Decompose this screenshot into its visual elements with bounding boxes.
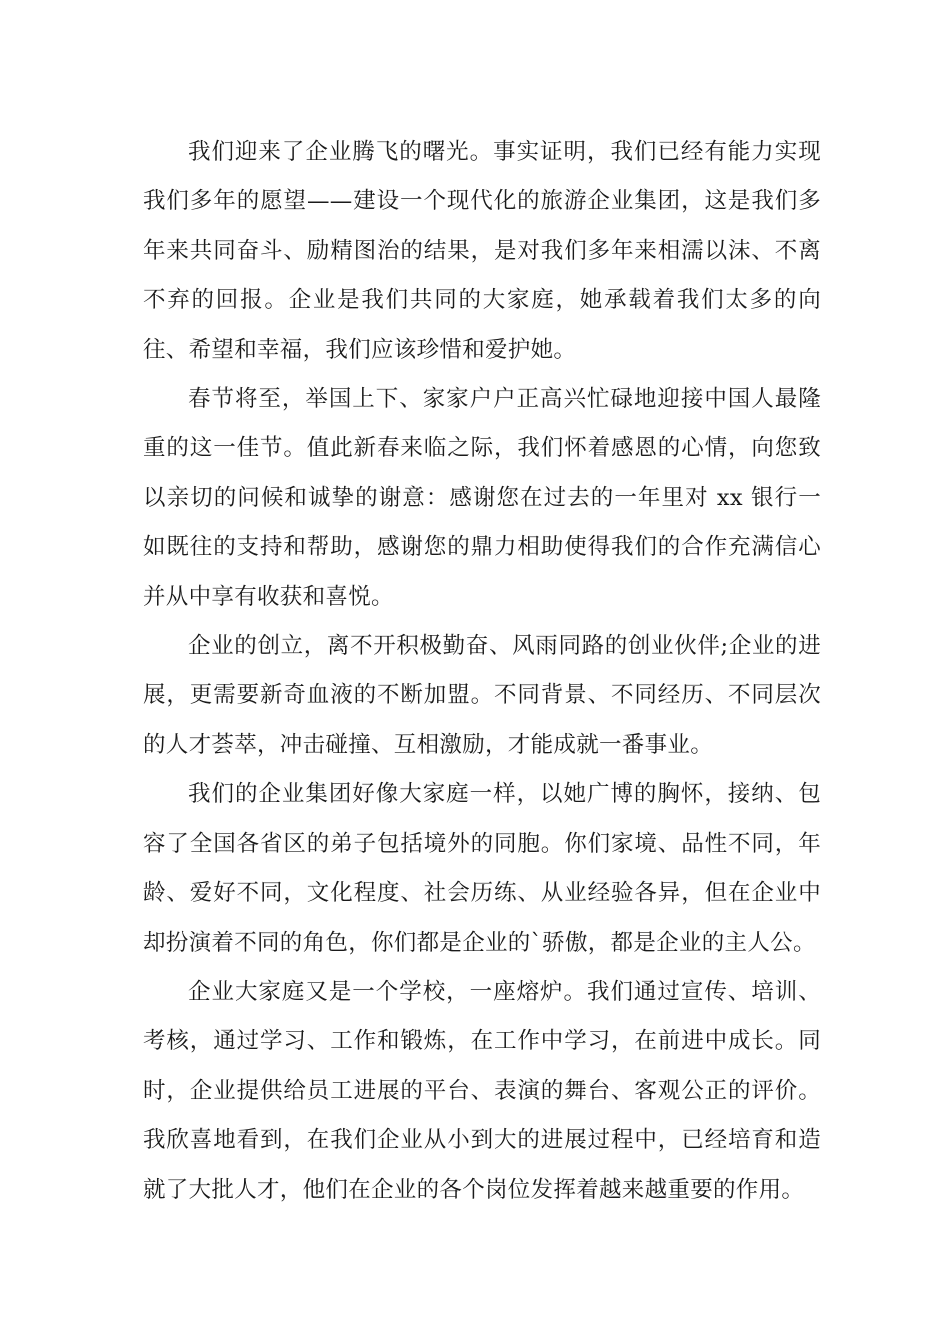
document-body (143, 128, 821, 1215)
paragraph-3: 企业的创立，离不开积极勤奋、风雨同路的创业伙伴;企业的进展，更需要新奇血液的不断加盟。不同背景、不同经历、不同层次的人才荟萃，冲击碰撞、互相激励，才能成就一番事业。 (143, 633, 821, 758)
paragraph-1: 我们迎来了企业腾飞的曙光。事实证明，我们已经有能力实现我们多年的愿望——建设一个现代化的旅游企业集团，这是我们多年来共同奋斗、励精图治的结果，是对我们多年来相濡以沫、不离不弃的回报。企业是我们共同的大家庭，她承载着我们太多的向往、希望和幸福，我们应该珍惜和爱护她。 (143, 139, 821, 363)
paragraph-2: 春节将至，举国上下、家家户户正高兴忙碌地迎接中国人最隆重的这一佳节。值此新春来临之际，我们怀着感恩的心情，向您致以亲切的问候和诚挚的谢意：感谢您在过去的一年里对 xx 银行一如既往的支持和帮助，感谢您的鼎力相助使得我们的合作充满信心并从中享有收获和喜悦。 (143, 386, 821, 610)
paragraph-4: 我们的企业集团好像大家庭一样，以她广博的胸怀，接纳、包容了全国各省区的弟子包括境外的同胞。你们家境、品性不同，年龄、爱好不同，文化程度、社会历练、从业经验各异，但在企业中却扮演着不同的角色，你们都是企业的`骄傲，都是企业的主人公。 (143, 781, 821, 956)
paragraph-5: 企业大家庭又是一个学校，一座熔炉。我们通过宣传、培训、考核，通过学习、工作和锻炼，在工作中学习，在前进中成长。同时，企业提供给员工进展的平台、表演的舞台、客观公正的评价。我欣喜地看到，在我们企业从小到大的进展过程中，已经培育和造就了大批人才，他们在企业的各个岗位发挥着越来越重要的作用。 (143, 978, 821, 1203)
